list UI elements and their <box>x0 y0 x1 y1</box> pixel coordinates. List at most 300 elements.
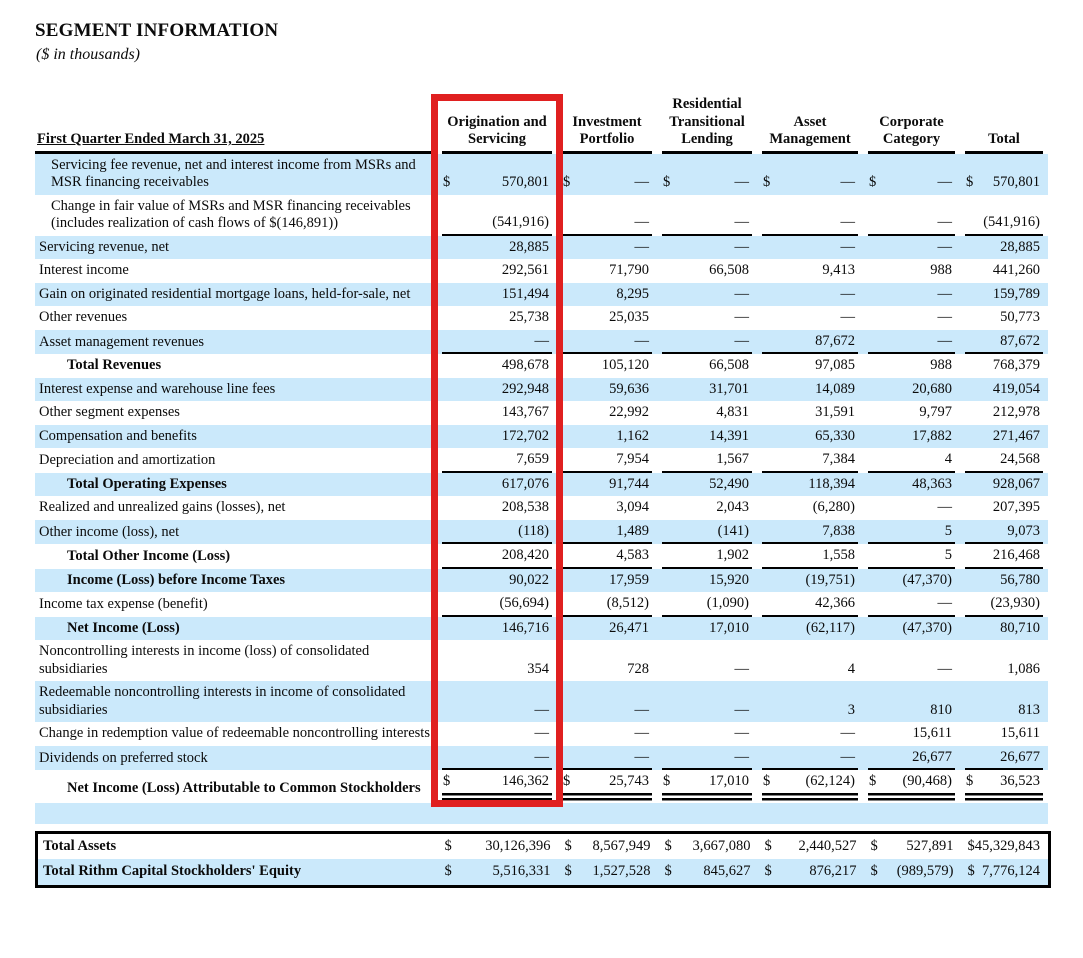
cell-number: (1,090) <box>706 595 749 611</box>
cell-number: 1,527,528 <box>592 863 651 879</box>
cell-value <box>437 473 557 497</box>
cell-value <box>863 746 960 771</box>
cell-value <box>863 640 960 681</box>
cell-number: 15,611 <box>1000 725 1040 741</box>
page-title: SEGMENT INFORMATION <box>35 20 279 41</box>
cell-value <box>960 236 1048 260</box>
cell-value <box>557 617 657 641</box>
cell-number: 26,677 <box>912 748 952 765</box>
cell-number: 292,561 <box>501 262 549 278</box>
cell-value <box>437 592 557 617</box>
row-label: Income tax expense (benefit) <box>39 596 208 612</box>
cell-number: — <box>634 214 649 230</box>
cell-number: 20,680 <box>912 380 952 397</box>
cell-number: 65,330 <box>815 427 855 444</box>
cell-number: (118) <box>518 522 549 539</box>
cell-number: 813 <box>1018 701 1040 718</box>
cell-value <box>557 378 657 402</box>
col-header-asset-management: Asset Management <box>757 96 863 154</box>
cell-number: (141) <box>717 522 749 539</box>
cell-number: (989,579) <box>896 863 954 879</box>
cell-value <box>962 859 1050 886</box>
cell-number: 25,738 <box>509 309 549 325</box>
cell-value <box>659 859 759 886</box>
cell-number: — <box>840 725 855 741</box>
row-label: Change in redemption value of redeemable noncontrolling interests <box>39 725 430 741</box>
cell-value <box>437 283 557 307</box>
row-label: Other segment expenses <box>39 404 180 420</box>
cell-number: (6,280) <box>812 499 855 515</box>
cell-number: 31,591 <box>815 404 855 420</box>
cell-value <box>757 544 863 569</box>
currency-symbol: $ <box>443 174 451 190</box>
cell-number: 207,395 <box>992 499 1040 515</box>
cell-number: (541,916) <box>983 214 1040 230</box>
cell-number: 45,329,843 <box>974 837 1040 854</box>
row-label: Income (Loss) before Income Taxes <box>35 569 437 593</box>
totals-row <box>37 832 1050 859</box>
cell-value <box>557 681 657 722</box>
cell-value <box>757 473 863 497</box>
currency-symbol: $ <box>564 837 572 854</box>
cell-number: — <box>734 285 749 302</box>
cell-value <box>960 354 1048 378</box>
cell-value <box>865 832 962 859</box>
cell-number: — <box>634 238 649 255</box>
row-label: Total Operating Expenses <box>35 473 437 497</box>
cell-number: 7,954 <box>616 451 649 467</box>
cell-value <box>757 401 863 425</box>
cell-number: 7,838 <box>822 522 855 539</box>
cell-value <box>657 195 757 236</box>
cell-number: — <box>937 214 952 230</box>
cell-value <box>557 283 657 307</box>
table-row <box>35 520 1048 545</box>
cell-value <box>863 401 960 425</box>
currency-symbol: $ <box>663 773 671 789</box>
cell-number: 118,394 <box>808 475 855 492</box>
cell-value <box>657 722 757 746</box>
cell-number: 292,948 <box>501 380 549 397</box>
cell-number: — <box>734 309 749 325</box>
cell-number: 1,902 <box>716 547 749 563</box>
cell-number: 42,366 <box>815 595 855 611</box>
cell-number: — <box>734 660 749 677</box>
cell-number: 172,702 <box>501 427 549 444</box>
cell-value <box>657 617 757 641</box>
cell-value <box>557 306 657 330</box>
currency-symbol: $ <box>764 837 772 854</box>
cell-value <box>757 746 863 771</box>
cell-number: 7,659 <box>516 451 549 467</box>
cell-value <box>557 354 657 378</box>
cell-number: — <box>840 309 855 325</box>
cell-value <box>437 259 557 283</box>
cell-value <box>657 354 757 378</box>
cell-value <box>757 425 863 449</box>
currency-symbol: $ <box>967 863 975 879</box>
cell-number: — <box>937 660 952 677</box>
cell-number: — <box>534 332 549 349</box>
cell-number: 928,067 <box>992 475 1040 492</box>
cell-number: 570,801 <box>501 174 549 190</box>
cell-number: 31,701 <box>709 380 749 397</box>
cell-value <box>863 569 960 593</box>
totals-row <box>37 859 1050 886</box>
currency-symbol: $ <box>966 174 974 190</box>
cell-value <box>657 473 757 497</box>
cell-value <box>557 770 657 801</box>
cell-value <box>557 448 657 473</box>
cell-value <box>557 592 657 617</box>
cell-value <box>757 496 863 520</box>
cell-number: 26,471 <box>609 619 649 636</box>
cell-number: — <box>734 174 749 190</box>
totals-table <box>35 831 1051 888</box>
cell-value <box>757 592 863 617</box>
row-label: Other income (loss), net <box>35 520 437 545</box>
cell-value <box>757 306 863 330</box>
table-row <box>35 640 1048 681</box>
cell-value <box>757 770 863 801</box>
cell-number: 2,440,527 <box>798 837 857 854</box>
table-row <box>35 354 1048 378</box>
row-label: Noncontrolling interests in income (loss) of consolidated subsidiaries <box>39 643 370 677</box>
cell-number: 810 <box>930 701 952 718</box>
cell-value <box>437 154 557 195</box>
cell-value <box>437 496 557 520</box>
cell-value <box>557 236 657 260</box>
cell-number: (56,694) <box>499 595 549 611</box>
cell-value <box>657 236 757 260</box>
row-label: Interest expense and warehouse line fees <box>35 378 437 402</box>
cell-number: — <box>937 285 952 302</box>
cell-value <box>757 283 863 307</box>
cell-number: — <box>634 701 649 718</box>
cell-value <box>757 259 863 283</box>
row-label: Servicing fee revenue, net and interest income from MSRs and MSR financing receivables <box>35 154 437 195</box>
cell-value <box>557 473 657 497</box>
row-label: Total Assets <box>43 837 117 854</box>
cell-value <box>863 154 960 195</box>
cell-number: 14,089 <box>815 380 855 397</box>
cell-number: — <box>634 332 649 349</box>
currency-symbol: $ <box>564 863 572 879</box>
cell-value <box>960 681 1048 722</box>
cell-number: — <box>840 285 855 302</box>
cell-number: — <box>937 174 952 190</box>
cell-value <box>557 722 657 746</box>
cell-value <box>960 770 1048 801</box>
cell-number: 1,489 <box>616 522 649 539</box>
currency-symbol: $ <box>870 837 878 854</box>
cell-value <box>557 520 657 545</box>
cell-number: 9,413 <box>822 262 855 278</box>
table-row <box>35 236 1048 260</box>
col-header-residential-transitional-lending: Residential Transitional Lending <box>657 96 757 154</box>
table-area <box>35 96 1048 888</box>
table-row <box>35 569 1048 593</box>
cell-number: 25,035 <box>609 309 649 325</box>
cell-number: 26,677 <box>1000 748 1040 765</box>
cell-value <box>960 746 1048 771</box>
cell-value <box>437 236 557 260</box>
cell-value <box>437 722 557 746</box>
cell-number: 59,636 <box>609 380 649 397</box>
cell-number: 5,516,331 <box>492 863 551 879</box>
cell-number: (90,468) <box>902 773 952 789</box>
row-label: Net Income (Loss) <box>35 617 437 641</box>
cell-number: 159,789 <box>992 285 1040 302</box>
cell-value <box>437 746 557 771</box>
cell-number: 36,523 <box>1000 773 1040 789</box>
cell-value <box>437 330 557 355</box>
cell-number: 17,010 <box>709 773 749 789</box>
cell-number: (62,117) <box>806 619 855 636</box>
cell-number: (47,370) <box>902 571 952 588</box>
cell-number: 80,710 <box>1000 619 1040 636</box>
cell-value <box>863 592 960 617</box>
segment-table <box>35 96 1048 801</box>
page-subtitle: ($ in thousands) <box>36 46 140 63</box>
cell-number: 105,120 <box>601 357 649 373</box>
cell-number: — <box>937 499 952 515</box>
cell-number: — <box>840 748 855 765</box>
cell-value <box>437 378 557 402</box>
header-row <box>35 96 1048 154</box>
cell-number: 1,086 <box>1007 660 1040 677</box>
row-label: Total Rithm Capital Stockholders' Equity <box>37 859 439 886</box>
cell-value <box>659 832 759 859</box>
row-label: Realized and unrealized gains (losses), net <box>39 499 286 515</box>
cell-number: — <box>534 748 549 765</box>
cell-number: 146,716 <box>501 619 549 636</box>
cell-value <box>759 859 865 886</box>
cell-value <box>437 520 557 545</box>
cell-value <box>657 746 757 771</box>
cell-number: 90,022 <box>509 571 549 588</box>
cell-value <box>757 722 863 746</box>
cell-number: 988 <box>930 357 952 373</box>
cell-value <box>863 722 960 746</box>
cell-value <box>960 378 1048 402</box>
cell-number: 143,767 <box>501 404 549 420</box>
cell-value <box>960 722 1048 746</box>
cell-number: 216,468 <box>992 547 1040 563</box>
table-row <box>35 425 1048 449</box>
cell-number: — <box>840 214 855 230</box>
cell-value <box>437 306 557 330</box>
table-row <box>35 746 1048 771</box>
cell-value <box>960 330 1048 355</box>
table-row <box>35 722 1048 746</box>
cell-number: (541,916) <box>492 214 549 230</box>
row-label: Depreciation and amortization <box>39 452 216 468</box>
cell-number: 354 <box>527 660 549 677</box>
cell-value <box>863 236 960 260</box>
table-row <box>35 544 1048 569</box>
cell-number: — <box>634 725 649 741</box>
cell-value <box>960 617 1048 641</box>
table-row <box>35 592 1048 617</box>
cell-value <box>437 681 557 722</box>
cell-number: (19,751) <box>805 571 855 588</box>
cell-value <box>657 259 757 283</box>
cell-value <box>757 330 863 355</box>
table-row <box>35 401 1048 425</box>
currency-symbol: $ <box>563 773 571 789</box>
cell-value <box>437 640 557 681</box>
cell-value <box>657 283 757 307</box>
cell-number: 1,162 <box>616 427 649 444</box>
cell-number: 1,567 <box>716 451 749 467</box>
cell-number: — <box>734 332 749 349</box>
cell-number: 15,920 <box>709 571 749 588</box>
cell-number: — <box>840 238 855 255</box>
period-label: First Quarter Ended March 31, 2025 <box>37 131 265 147</box>
cell-number: 9,073 <box>1007 522 1040 539</box>
cell-number: (8,512) <box>606 595 649 611</box>
cell-number: — <box>840 174 855 190</box>
currency-symbol: $ <box>763 174 771 190</box>
cell-value <box>960 520 1048 545</box>
cell-number: (47,370) <box>902 619 952 636</box>
cell-value <box>757 448 863 473</box>
cell-value <box>863 195 960 236</box>
table-row <box>35 259 1048 283</box>
cell-value <box>960 195 1048 236</box>
cell-value <box>759 832 865 859</box>
cell-value <box>437 617 557 641</box>
cell-number: — <box>534 725 549 741</box>
cell-value <box>657 378 757 402</box>
cell-number: 30,126,396 <box>485 837 551 854</box>
cell-value <box>863 520 960 545</box>
cell-number: 28,885 <box>1000 238 1040 255</box>
cell-value <box>757 569 863 593</box>
table-row <box>35 617 1048 641</box>
cell-value <box>863 378 960 402</box>
cell-value <box>557 544 657 569</box>
cell-value <box>439 859 559 886</box>
cell-value <box>863 681 960 722</box>
cell-value <box>757 236 863 260</box>
cell-number: 4 <box>847 660 855 677</box>
cell-value <box>962 832 1050 859</box>
cell-number: 1,558 <box>822 547 855 563</box>
cell-number: 52,490 <box>709 475 749 492</box>
cell-value <box>657 640 757 681</box>
cell-number: 4 <box>944 451 952 467</box>
cell-number: 87,672 <box>1000 332 1040 349</box>
cell-number: — <box>534 701 549 718</box>
cell-value <box>960 259 1048 283</box>
cell-number: 3,667,080 <box>692 837 751 854</box>
cell-value <box>863 496 960 520</box>
cell-number: 208,420 <box>501 547 549 563</box>
currency-symbol: $ <box>444 863 452 879</box>
cell-value <box>437 425 557 449</box>
cell-value <box>557 154 657 195</box>
row-label: Asset management revenues <box>35 330 437 355</box>
col-header-origination-and-servicing: Origination and Servicing <box>437 96 557 154</box>
cell-value <box>757 354 863 378</box>
cell-number: 146,362 <box>501 773 549 789</box>
cell-number: 66,508 <box>709 262 749 278</box>
cell-number: 15,611 <box>912 725 952 741</box>
cell-value <box>657 544 757 569</box>
cell-value <box>757 520 863 545</box>
currency-symbol: $ <box>869 773 877 789</box>
currency-symbol: $ <box>966 773 974 789</box>
cell-value <box>863 306 960 330</box>
cell-value <box>657 448 757 473</box>
cell-value <box>863 259 960 283</box>
currency-symbol: $ <box>443 773 451 789</box>
cell-value <box>437 770 557 801</box>
row-label: Dividends on preferred stock <box>35 746 437 771</box>
cell-number: 14,391 <box>709 427 749 444</box>
table-row <box>35 681 1048 722</box>
cell-number: 988 <box>930 262 952 278</box>
cell-value <box>757 640 863 681</box>
cell-value <box>437 195 557 236</box>
table-header <box>35 96 1048 154</box>
currency-symbol: $ <box>869 174 877 190</box>
cell-number: 570,801 <box>992 174 1040 190</box>
table-row <box>35 195 1048 236</box>
cell-value <box>657 569 757 593</box>
currency-symbol: $ <box>870 863 878 879</box>
currency-symbol: $ <box>763 773 771 789</box>
cell-number: 25,743 <box>609 773 649 789</box>
table-row <box>35 378 1048 402</box>
totals-body <box>37 832 1050 886</box>
cell-number: 271,467 <box>992 427 1040 444</box>
cell-value <box>960 569 1048 593</box>
cell-value <box>863 330 960 355</box>
cell-number: 768,379 <box>992 357 1040 373</box>
col-header-corporate-category: Corporate Category <box>863 96 960 154</box>
cell-value <box>437 448 557 473</box>
cell-number: 151,494 <box>501 285 549 302</box>
cell-number: 17,882 <box>912 427 952 444</box>
cell-value <box>657 770 757 801</box>
spacer-row <box>35 803 1048 824</box>
currency-symbol: $ <box>663 174 671 190</box>
cell-value <box>657 681 757 722</box>
cell-value <box>657 401 757 425</box>
cell-value <box>863 448 960 473</box>
cell-value <box>960 306 1048 330</box>
cell-value <box>557 496 657 520</box>
cell-value <box>960 283 1048 307</box>
row-label: Other revenues <box>39 309 128 325</box>
cell-number: — <box>734 725 749 741</box>
currency-symbol: $ <box>664 837 672 854</box>
cell-number: — <box>937 238 952 255</box>
cell-number: 17,010 <box>709 619 749 636</box>
currency-symbol: $ <box>664 863 672 879</box>
cell-value <box>557 401 657 425</box>
row-label: Interest income <box>39 262 129 278</box>
table-body <box>35 154 1048 801</box>
cell-number: — <box>634 174 649 190</box>
cell-number: 498,678 <box>501 357 549 373</box>
cell-value <box>657 520 757 545</box>
cell-number: 7,384 <box>822 451 855 467</box>
cell-value <box>657 154 757 195</box>
